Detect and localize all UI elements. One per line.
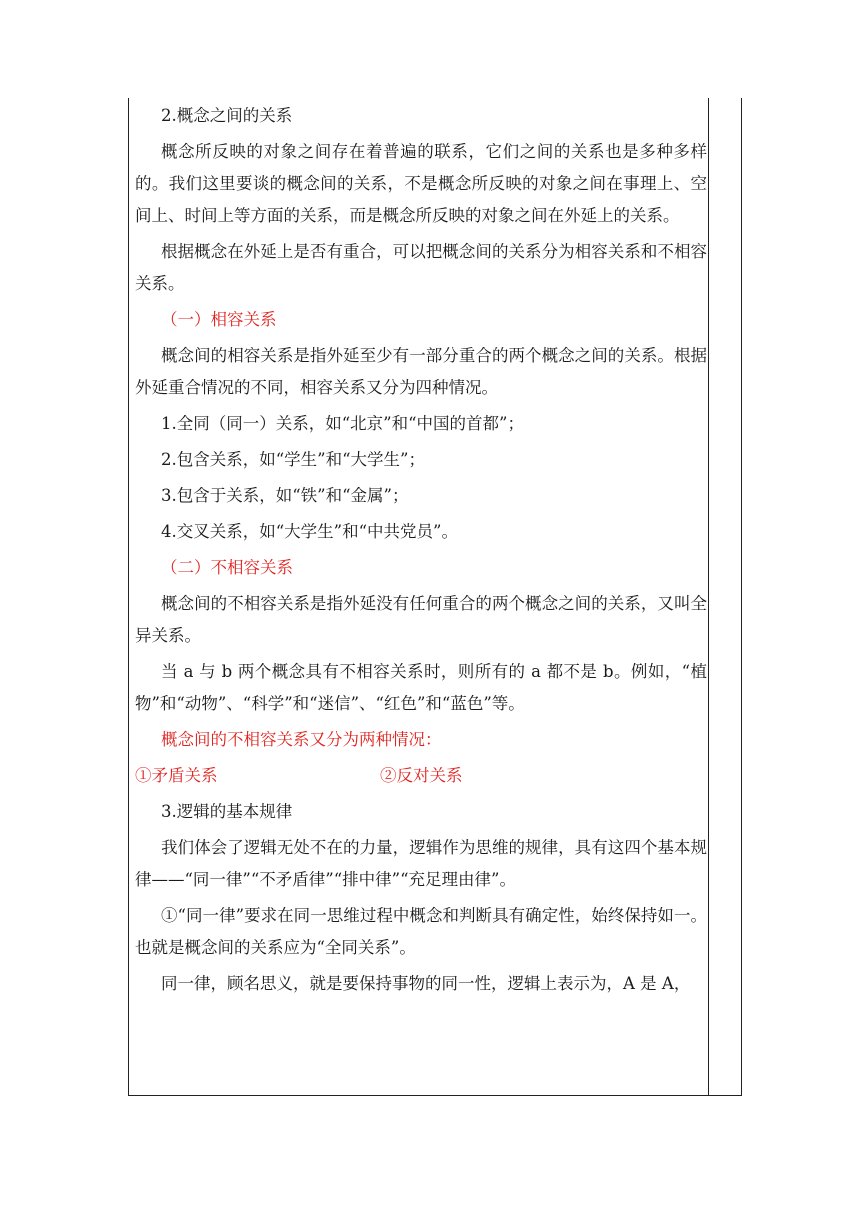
table-left-border [128,98,129,1096]
red-item-opposition: ②反对关系 [380,766,463,785]
paragraph: ①“同一律”要求在同一思维过程中概念和判断具有确定性，始终保持如一。也就是概念间的关系应为“全同关系”。 [135,906,707,957]
paragraph: 同一律，顾名思义，就是要保持事物的同一性，逻辑上表示为，A 是 A， [161,974,691,993]
paragraph: 概念间的相容关系是指外延至少有一部分重合的两个概念之间的关系。根据外延重合情况的不同，相容关系又分为四种情况。 [135,346,707,397]
table-bottom-border [128,1095,742,1096]
table-inner-border [708,98,709,1096]
red-item-contradiction: ①矛盾关系 [135,766,218,785]
document-content [135,100,707,1004]
paragraph: 我们体会了逻辑无处不在的力量，逻辑作为思维的规律，具有这四个基本规律——“同一律”“不矛盾律”“排中律”“充足理由律”。 [135,838,707,889]
red-items [135,760,707,792]
red-note: 概念间的不相容关系又分为两种情况： [161,730,442,749]
paragraph: 当 a 与 b 两个概念具有不相容关系时，则所有的 a 都不是 b。例如，“植物”和“动物”、“科学”和“迷信”、“红色”和“蓝色”等。 [135,662,707,713]
subheading-compatible: （一）相容关系 [161,310,277,329]
section-2-title: 2.概念之间的关系 [161,106,293,125]
list-item: 1.全同（同一）关系，如“北京”和“中国的首都”； [161,414,524,433]
section-3-title: 3.逻辑的基本规律 [161,802,293,821]
subheading-incompatible: （二）不相容关系 [161,558,293,577]
paragraph: 根据概念在外延上是否有重合，可以把概念间的关系分为相容关系和不相容关系。 [135,242,707,293]
paragraph: 概念间的不相容关系是指外延没有任何重合的两个概念之间的关系，又叫全异关系。 [135,594,707,645]
list-item: 3.包含于关系，如“铁”和“金属”； [161,486,409,505]
list-item: 4.交叉关系，如“大学生”和“中共党员”。 [161,522,458,541]
table-right-border [741,98,742,1096]
paragraph: 概念所反映的对象之间存在着普遍的联系，它们之间的关系也是多种多样的。我们这里要谈的概念间的关系，不是概念所反映的对象之间在事理上、空间上、时间上等方面的关系，而是概念所反映的对象之间在外延上的关系。 [135,142,707,225]
list-item: 2.包含关系，如“学生”和“大学生”； [161,450,425,469]
